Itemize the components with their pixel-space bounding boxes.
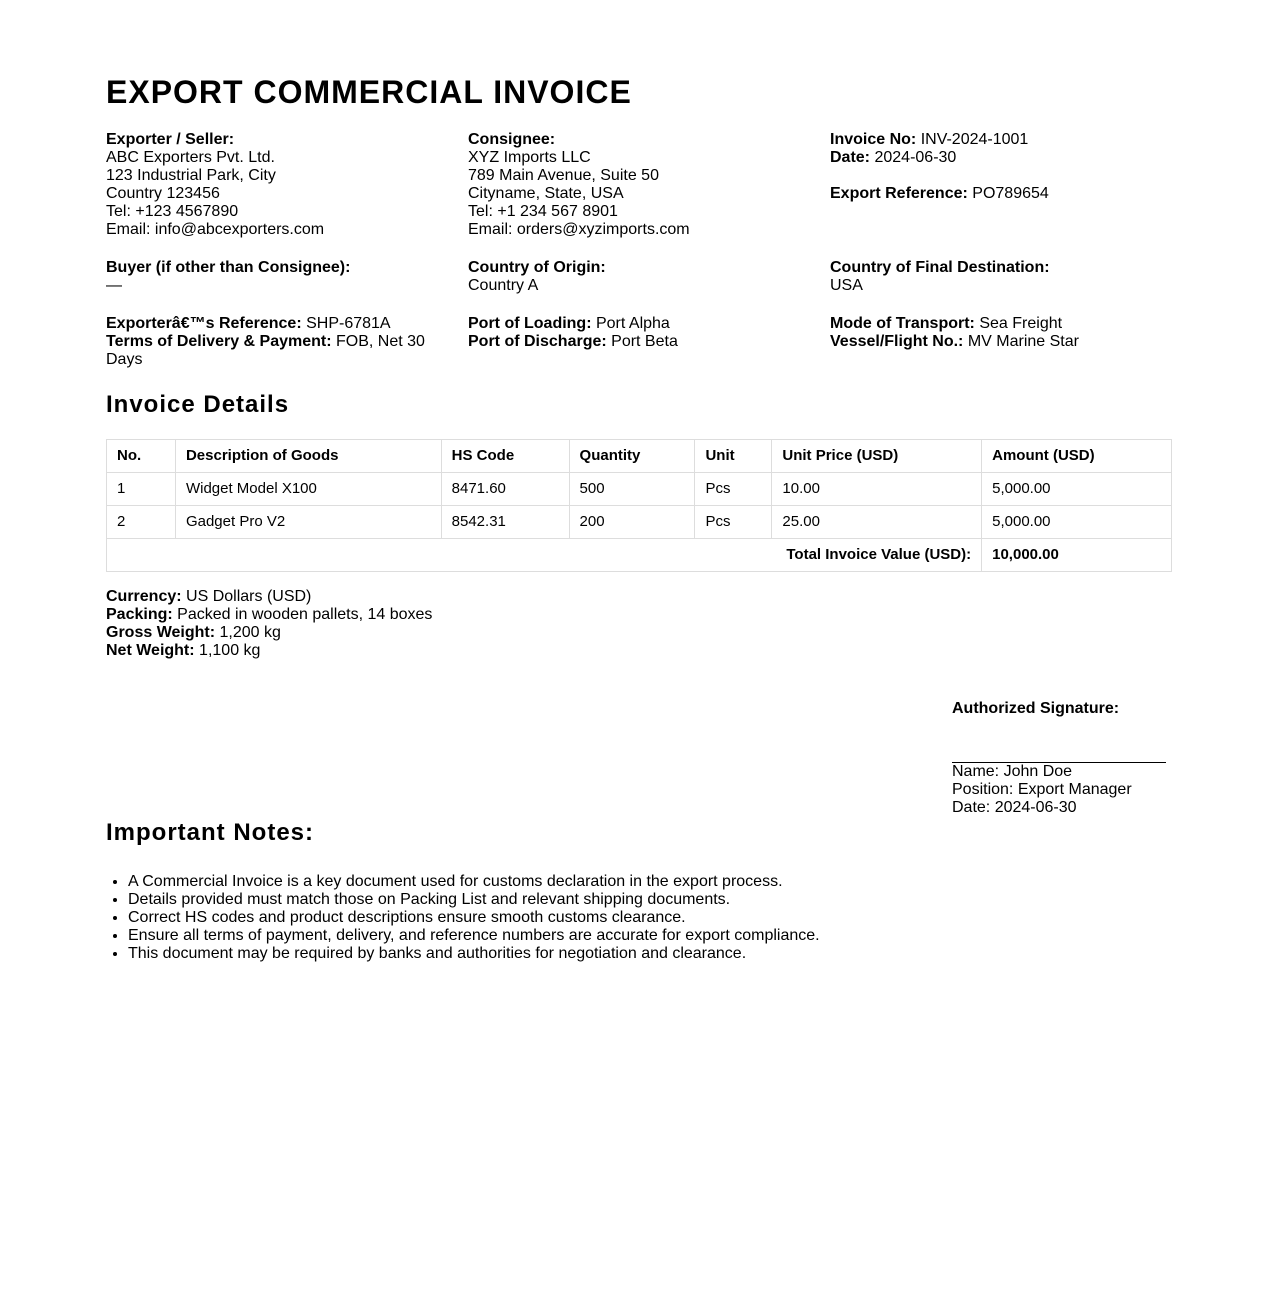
cell-unit-price: 10.00 (772, 473, 982, 506)
col-header-no: No. (107, 440, 176, 473)
exporter-ref-value: SHP-6781A (306, 315, 391, 332)
consignee-line: Cityname, State, USA (468, 185, 624, 202)
parties-row (106, 131, 1172, 239)
cell-hs-code: 8471.60 (441, 473, 569, 506)
list-item: • A Commercial Invoice is a key document used for customs declaration in the export process. (128, 873, 1172, 891)
invoice-details-title: Invoice Details (106, 391, 290, 418)
col-header-quantity: Quantity (569, 440, 695, 473)
total-row (107, 539, 1172, 572)
port-discharge-value: Port Beta (611, 333, 678, 350)
invoice-no-value: INV-2024-1001 (920, 131, 1029, 148)
currency-value: US Dollars (USD) (186, 588, 312, 605)
exporter-ref-label: Exporterâ€™s Reference: (106, 315, 302, 332)
col-header-description: Description of Goods (175, 440, 441, 473)
col-header-amount: Amount (USD) (982, 440, 1172, 473)
destination-label: Country of Final Destination: (830, 259, 1050, 276)
cell-no: 1 (107, 473, 176, 506)
terms-value: FOB, Net 30 Days (106, 333, 425, 368)
total-label: Total Invoice Value (USD): (107, 539, 982, 572)
origin-block (468, 259, 830, 295)
terms-label: Terms of Delivery & Payment: (106, 333, 332, 350)
list-item: • Details provided must match those on Packing List and relevant shipping documents. (128, 891, 1172, 909)
list-item: • This document may be required by banks and authorities for negotiation and clearance. (128, 945, 1172, 963)
reference-block (106, 315, 468, 369)
exporter-line: 123 Industrial Park, City (106, 167, 276, 184)
table-header-row (107, 440, 1172, 473)
signature-line (952, 718, 1166, 763)
port-loading-label: Port of Loading: (468, 315, 592, 332)
exporter-line: Tel: +123 4567890 (106, 203, 239, 220)
signature-block (952, 700, 1166, 817)
cell-quantity: 500 (569, 473, 695, 506)
invoice-no-label: Invoice No: (830, 131, 917, 148)
notes-title: Important Notes: (106, 819, 314, 846)
origin-label: Country of Origin: (468, 259, 606, 276)
cell-hs-code: 8542.31 (441, 506, 569, 539)
exporter-line: ABC Exporters Pvt. Ltd. (106, 149, 275, 166)
origin-row (106, 259, 1172, 295)
export-ref-value: PO789654 (972, 185, 1049, 202)
buyer-value: — (106, 277, 122, 294)
exporter-label: Exporter / Seller: (106, 131, 235, 148)
col-header-hs-code: HS Code (441, 440, 569, 473)
date-label: Date: (830, 149, 871, 166)
packing-label: Packing: (106, 606, 173, 623)
gross-weight-value: 1,200 kg (219, 624, 281, 641)
cell-no: 2 (107, 506, 176, 539)
table-row (107, 473, 1172, 506)
col-header-unit-price: Unit Price (USD) (772, 440, 982, 473)
page-title: EXPORT COMMERCIAL INVOICE (106, 74, 632, 110)
port-discharge-label: Port of Discharge: (468, 333, 607, 350)
date-value: 2024-06-30 (874, 149, 957, 166)
table-row (107, 506, 1172, 539)
signatory-name: Name: John Doe (952, 763, 1073, 780)
list-item: • Correct HS codes and product descriptions ensure smooth customs clearance. (128, 909, 1172, 927)
goods-table (106, 439, 1172, 572)
consignee-label: Consignee: (468, 131, 556, 148)
signatory-position: Position: Export Manager (952, 781, 1132, 798)
consignee-block (468, 131, 830, 239)
buyer-label: Buyer (if other than Consignee): (106, 259, 351, 276)
cell-amount: 5,000.00 (982, 506, 1172, 539)
ports-block (468, 315, 830, 369)
buyer-block (106, 259, 468, 295)
transport-block (830, 315, 1172, 369)
exporter-line: Email: info@abcexporters.com (106, 221, 325, 238)
cell-description: Widget Model X100 (175, 473, 441, 506)
destination-block (830, 259, 1172, 295)
col-header-unit: Unit (695, 440, 772, 473)
currency-label: Currency: (106, 588, 182, 605)
cell-description: Gadget Pro V2 (175, 506, 441, 539)
cell-amount: 5,000.00 (982, 473, 1172, 506)
cell-unit: Pcs (695, 473, 772, 506)
destination-value: USA (830, 277, 863, 294)
consignee-line: Tel: +1 234 567 8901 (468, 203, 618, 220)
net-weight-value: 1,100 kg (199, 642, 261, 659)
cell-unit-price: 25.00 (772, 506, 982, 539)
list-item: • Ensure all terms of payment, delivery, and reference numbers are accurate for export compliance. (128, 927, 1172, 945)
exporter-line: Country 123456 (106, 185, 220, 202)
consignee-line: XYZ Imports LLC (468, 149, 591, 166)
vessel-value: MV Marine Star (967, 333, 1079, 350)
transport-label: Mode of Transport: (830, 315, 975, 332)
net-weight-label: Net Weight: (106, 642, 195, 659)
gross-weight-label: Gross Weight: (106, 624, 216, 641)
port-loading-value: Port Alpha (595, 315, 670, 332)
packing-value: Packed in wooden pallets, 14 boxes (177, 606, 433, 623)
consignee-line: 789 Main Avenue, Suite 50 (468, 167, 659, 184)
total-value: 10,000.00 (982, 539, 1172, 572)
shipping-row (106, 315, 1172, 369)
signature-title: Authorized Signature: (952, 700, 1120, 717)
cell-unit: Pcs (695, 506, 772, 539)
notes-list (106, 873, 1172, 963)
exporter-block (106, 131, 468, 239)
invoice-meta-block (830, 131, 1172, 239)
cell-quantity: 200 (569, 506, 695, 539)
signature-date: Date: 2024-06-30 (952, 799, 1077, 816)
transport-value: Sea Freight (979, 315, 1063, 332)
shipment-summary (106, 588, 1172, 660)
origin-value: Country A (468, 277, 539, 294)
vessel-label: Vessel/Flight No.: (830, 333, 964, 350)
consignee-line: Email: orders@xyzimports.com (468, 221, 690, 238)
export-ref-label: Export Reference: (830, 185, 968, 202)
